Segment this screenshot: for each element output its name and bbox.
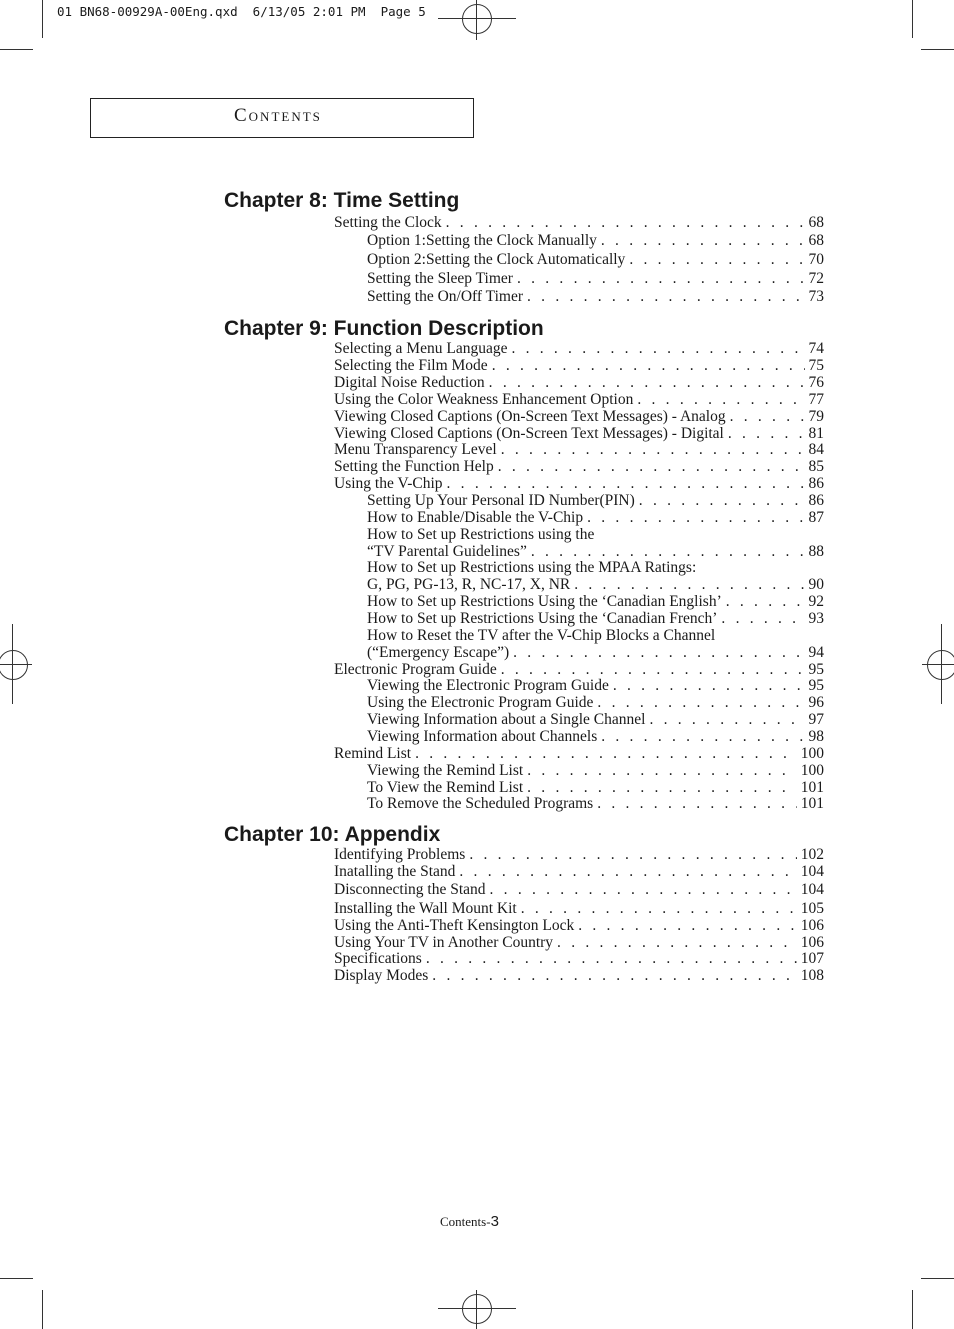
crop-mark [42, 1290, 43, 1329]
dot-leader [501, 441, 805, 458]
toc-page-number: 95 [808, 677, 824, 694]
page-footer [440, 1213, 499, 1230]
toc-entry[interactable] [367, 610, 824, 627]
toc-page-number: 68 [808, 232, 824, 249]
toc-entry[interactable] [334, 340, 824, 357]
toc-entry-label: To Remove the Scheduled Programs [367, 795, 594, 812]
toc-entry-label: Setting the Sleep Timer [367, 270, 513, 287]
dot-leader [601, 728, 804, 745]
toc-entry-label: Viewing the Remind List [367, 762, 524, 779]
toc-page-number: 84 [808, 441, 824, 458]
toc-page-number: 102 [800, 846, 824, 863]
toc-entry[interactable] [334, 408, 824, 425]
toc-page-number: 74 [808, 340, 824, 357]
dot-leader [490, 881, 797, 898]
toc-entry-label: Viewing Information about a Single Channel [367, 711, 646, 728]
toc-entry-label: Digital Noise Reduction [334, 374, 485, 391]
toc-page-number: 98 [808, 728, 824, 745]
toc-entry-label: How to Set up Restrictions Using the ‘Canadian French’ [367, 610, 718, 627]
dot-leader [501, 661, 805, 678]
dot-leader [730, 408, 805, 425]
toc-entry[interactable] [367, 543, 824, 560]
toc-entry-label: Using the Color Weakness Enhancement Option [334, 391, 634, 408]
toc-page-number: 100 [800, 762, 824, 779]
toc-page-number: 79 [808, 408, 824, 425]
dot-leader [415, 745, 797, 762]
toc-entry[interactable] [334, 846, 824, 863]
toc-entry[interactable] [334, 374, 824, 391]
toc-page-number: 68 [808, 214, 824, 231]
toc-page-number: 108 [800, 967, 824, 984]
dot-leader [531, 543, 805, 560]
toc-entry[interactable] [367, 288, 824, 305]
toc-entry-label: Electronic Program Guide [334, 661, 497, 678]
toc-entry-label-continuation: G, PG, PG-13, R, NC-17, X, NR [367, 576, 571, 593]
toc-page-number: 81 [808, 425, 824, 442]
toc-page-number: 94 [808, 644, 824, 661]
dot-leader [597, 795, 797, 812]
chapter-heading: Chapter 9: Function Description [224, 317, 544, 340]
dot-leader [574, 576, 804, 593]
toc-entry[interactable] [367, 779, 824, 796]
toc-page-number: 106 [800, 934, 824, 951]
registration-mark [462, 1294, 492, 1324]
toc-entry[interactable] [334, 391, 824, 408]
dot-leader [721, 610, 804, 627]
toc-entry-label: Display Modes [334, 967, 429, 984]
toc-entry-label: Setting the Clock [334, 214, 442, 231]
toc-entry-label: Option 1:Setting the Clock Manually [367, 232, 597, 249]
toc-entry-label: Using the Electronic Program Guide [367, 694, 594, 711]
toc-entry-label: How to Enable/Disable the V-Chip [367, 509, 584, 526]
toc-entry-label: Identifying Problems [334, 846, 466, 863]
toc-entry-label: Menu Transparency Level [334, 441, 497, 458]
crop-mark [0, 1278, 33, 1279]
toc-page-number: 95 [808, 661, 824, 678]
dot-leader [513, 644, 804, 661]
toc-entry[interactable] [367, 251, 824, 268]
dot-leader [649, 711, 804, 728]
dot-leader [587, 509, 804, 526]
toc-entry[interactable] [334, 917, 824, 934]
dot-leader [492, 357, 805, 374]
toc-entry-label: Setting the Function Help [334, 458, 494, 475]
toc-entry[interactable] [334, 881, 824, 898]
crop-mark [921, 1278, 954, 1279]
toc-entry-label: Inatalling the Stand [334, 863, 456, 880]
toc-entry-label: Using the Anti-Theft Kensington Lock [334, 917, 575, 934]
toc-page-number: 97 [808, 711, 824, 728]
toc-entry-label: To View the Remind List [367, 779, 524, 796]
toc-entry[interactable] [334, 900, 824, 917]
dot-leader [469, 846, 796, 863]
toc-page-number: 96 [808, 694, 824, 711]
toc-entry[interactable] [334, 475, 824, 492]
dot-leader [527, 779, 797, 796]
toc-page-number: 75 [808, 357, 824, 374]
toc-page-number: 106 [800, 917, 824, 934]
dot-leader [426, 950, 797, 967]
toc-entry[interactable] [367, 509, 824, 526]
page-title: Contents [234, 105, 322, 126]
dot-leader [489, 374, 805, 391]
dot-leader [527, 762, 797, 779]
toc-page-number: 107 [800, 950, 824, 967]
toc-entry-label: Viewing Closed Captions (On-Screen Text Messages) - Digital [334, 425, 724, 442]
toc-entry-label: Installing the Wall Mount Kit [334, 900, 517, 917]
toc-entry[interactable] [334, 214, 824, 231]
toc-entry[interactable] [367, 593, 824, 610]
toc-page-number: 104 [800, 881, 824, 898]
toc-entry-label: Remind List [334, 745, 412, 762]
toc-page-number: 88 [808, 543, 824, 560]
toc-page-number: 77 [808, 391, 824, 408]
toc-entry[interactable] [334, 425, 824, 442]
dot-leader [629, 251, 804, 268]
registration-mark [927, 650, 954, 680]
dot-leader [527, 288, 804, 305]
dot-leader [639, 492, 805, 509]
footer-label: Contents- [440, 1214, 491, 1229]
toc-page-number: 85 [808, 458, 824, 475]
dot-leader [446, 214, 805, 231]
toc-entry-label: Using Your TV in Another Country [334, 934, 554, 951]
toc-entry-label: Viewing Information about Channels [367, 728, 598, 745]
toc-entry[interactable] [367, 270, 824, 287]
toc-entry[interactable] [367, 694, 824, 711]
toc-entry-label-continuation: “TV Parental Guidelines” [367, 543, 527, 560]
toc-page-number: 90 [808, 576, 824, 593]
toc-entry-label: Viewing the Electronic Program Guide [367, 677, 609, 694]
chapter-heading: Chapter 8: Time Setting [224, 189, 460, 212]
toc-entry[interactable] [367, 644, 824, 661]
toc-entry[interactable] [334, 967, 824, 984]
crop-mark [0, 49, 33, 50]
dot-leader [578, 917, 797, 934]
toc-entry[interactable] [367, 795, 824, 812]
toc-entry-label: Viewing Closed Captions (On-Screen Text Messages) - Analog [334, 408, 726, 425]
toc-entry-label: Specifications [334, 950, 422, 967]
toc-entry-label: Selecting the Film Mode [334, 357, 488, 374]
toc-entry[interactable] [367, 762, 824, 779]
dot-leader [726, 593, 805, 610]
chapter-heading: Chapter 10: Appendix [224, 823, 441, 846]
toc-entry[interactable] [367, 232, 824, 249]
toc-page-number: 93 [808, 610, 824, 627]
dot-leader [517, 270, 805, 287]
toc-page-number: 76 [808, 374, 824, 391]
contents-header-box [90, 98, 474, 138]
toc-page-number: 86 [808, 475, 824, 492]
crop-mark [42, 0, 43, 38]
toc-entry-label: Using the V-Chip [334, 475, 443, 492]
dot-leader [498, 458, 805, 475]
toc-entry[interactable] [334, 357, 824, 374]
toc-entry-label: How to Set up Restrictions Using the ‘Canadian English’ [367, 593, 722, 610]
crop-mark [921, 49, 954, 50]
print-slug-line: 01 BN68-00929A-00Eng.qxd 6/13/05 2:01 PM Page 5 [57, 4, 426, 19]
toc-page-number: 72 [808, 270, 824, 287]
toc-entry-label: Option 2:Setting the Clock Automatically [367, 251, 626, 268]
toc-entry[interactable] [334, 441, 824, 458]
toc-page-number: 87 [808, 509, 824, 526]
toc-entry[interactable] [334, 934, 824, 951]
dot-leader [601, 232, 805, 249]
dot-leader [597, 694, 804, 711]
toc-entry-label: How to Set up Restrictions using the [367, 526, 595, 543]
toc-entry-label: Disconnecting the Stand [334, 881, 486, 898]
toc-entry[interactable] [367, 677, 824, 694]
crop-mark [912, 1290, 913, 1329]
dot-leader [728, 425, 805, 442]
toc-page-number: 86 [808, 492, 824, 509]
toc-page-number: 100 [800, 745, 824, 762]
toc-entry[interactable] [334, 745, 824, 762]
toc-entry-label: How to Reset the TV after the V-Chip Blocks a Channel [367, 627, 716, 644]
toc-entry[interactable] [334, 863, 824, 880]
registration-mark [0, 650, 28, 680]
footer-page-number: 3 [490, 1213, 499, 1230]
toc-page-number: 92 [808, 593, 824, 610]
toc-page-number: 104 [800, 863, 824, 880]
dot-leader [521, 900, 797, 917]
dot-leader [557, 934, 797, 951]
dot-leader [613, 677, 805, 694]
toc-page-number: 101 [800, 779, 824, 796]
dot-leader [511, 340, 804, 357]
toc-page-number: 105 [800, 900, 824, 917]
toc-entry-label: How to Set up Restrictions using the MPAA Ratings: [367, 559, 697, 576]
dot-leader [459, 863, 796, 880]
crop-mark [912, 0, 913, 38]
toc-entry[interactable] [367, 492, 824, 509]
toc-page-number: 70 [808, 251, 824, 268]
toc-entry-label: Selecting a Menu Language [334, 340, 508, 357]
toc-entry[interactable] [367, 711, 824, 728]
dot-leader [447, 475, 805, 492]
toc-entry-label-continuation: (“Emergency Escape”) [367, 644, 510, 661]
dot-leader [637, 391, 804, 408]
toc-entry[interactable] [334, 950, 824, 967]
toc-entry[interactable] [334, 661, 824, 678]
toc-entry[interactable] [367, 728, 824, 745]
dot-leader [432, 967, 796, 984]
toc-entry-label: Setting Up Your Personal ID Number(PIN) [367, 492, 635, 509]
registration-mark [462, 4, 492, 34]
toc-entry[interactable] [367, 576, 824, 593]
toc-page-number: 73 [808, 288, 824, 305]
toc-page-number: 101 [800, 795, 824, 812]
toc-entry[interactable] [334, 458, 824, 475]
toc-entry-label: Setting the On/Off Timer [367, 288, 524, 305]
